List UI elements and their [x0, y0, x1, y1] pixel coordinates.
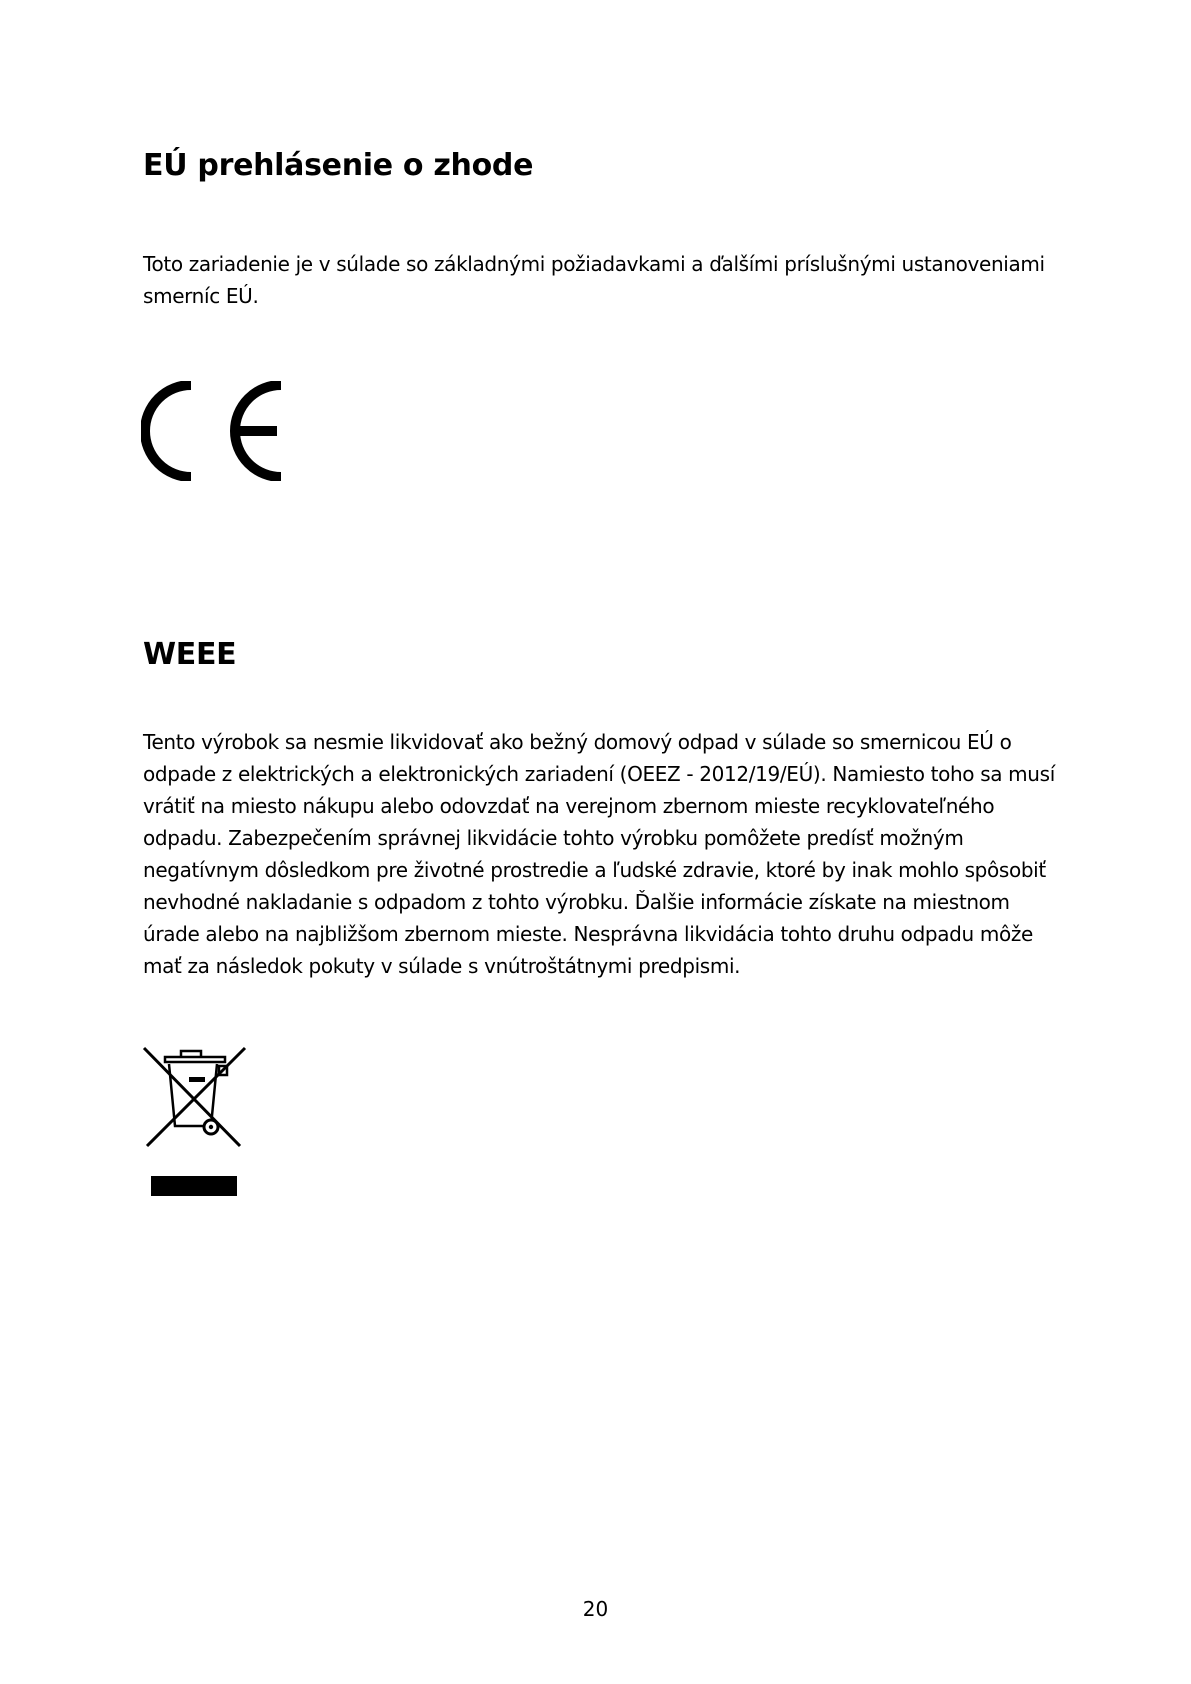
- weee-title: WEEE: [143, 637, 237, 672]
- declaration-text: Toto zariadenie je v súlade so základnými požiadavkami a ďalšími príslušnými ustanoveniami smerníc EÚ.: [143, 252, 1045, 308]
- ce-mark-icon: [141, 381, 284, 481]
- crossed-out-wheelie-bin-icon: [141, 1044, 247, 1198]
- declaration-title: EÚ prehlásenie o zhode: [143, 148, 534, 183]
- page-number: 20: [582, 1597, 609, 1621]
- weee-text: Tento výrobok sa nesmie likvidovať ako bežný domový odpad v súlade so smernicou EÚ o odpade z elektrických a elektronických zariadení (OEEZ - 2012/19/EÚ). Namiesto toho sa musí vrátiť na miesto nákupu alebo odovzdať na verejnom zbernom mieste recyklovateľného odpadu. Zabezpečením správnej likvidácie tohto výrobku pomôžete predísť možným negatívnym dôsledkom pre životné prostredie a ľudské zdravie, ktoré by inak mohlo spôsobiť nevhodné nakladanie s odpadom z tohto výrobku. Ďalšie informácie získate na miestnom úrade alebo na najbližšom zbernom mieste. Nesprávna likvidácia tohto druhu odpadu môže mať za následok pokuty v súlade s vnútroštátnymi predpismi.: [143, 730, 1055, 978]
